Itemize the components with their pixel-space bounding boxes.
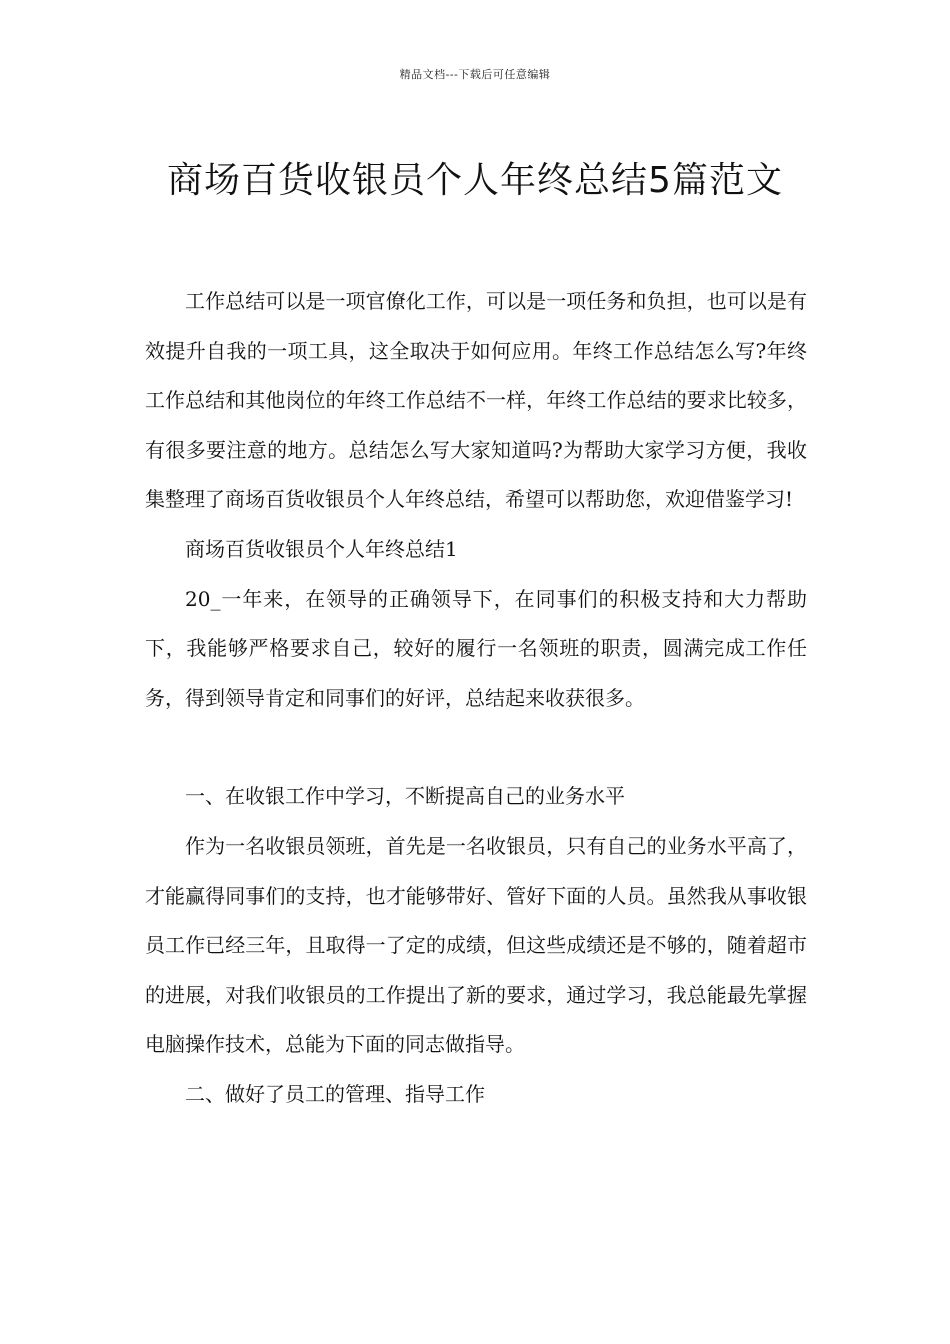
section-title: 商场百货收银员个人年终总结1 <box>185 536 458 561</box>
subheading-2: 二、做好了员工的管理、指导工作 <box>185 1081 485 1106</box>
subheading-1-paragraph: 作为一名收银员领班，首先是一名收银员，只有自己的业务水平高了，才能赢得同事们的支持，也才能够带好、管好下面的人员。虽然我从事收银员工作已经三年，且取得一了定的成绩，但这些成绩还是不够的，随着超市的进展，对我们收银员的工作提出了新的要求，通过学习，我总能最先掌握电脑操作技术，总能为下面的同志做指导。 <box>145 833 807 1057</box>
spacer <box>145 723 807 772</box>
section-paragraph: 20_一年来，在领导的正确领导下，在同事们的积极支持和大力帮助下，我能够严格要求自己，较好的履行一名领班的职责，圆满完成工作任务，得到领导肯定和同事们的好评，总结起来收获很多。 <box>145 586 807 710</box>
intro-paragraph: 工作总结可以是一项官僚化工作，可以是一项任务和负担，也可以是有效提升自我的一项工具，这全取决于如何应用。年终工作总结怎么写?年终工作总结和其他岗位的年终工作总结不一样，年终工作总结的要求比较多，有很多要注意的地方。总结怎么写大家知道吗?为帮助大家学习方便，我收集整理了商场百货收银员个人年终总结，希望可以帮助您，欢迎借鉴学习! <box>145 289 807 512</box>
subheading-1: 一、在收银工作中学习，不断提高自己的业务水平 <box>185 784 625 809</box>
document-title: 商场百货收银员个人年终总结5篇范文 <box>167 160 783 202</box>
header-note: 精品文档---下载后可任意编辑 <box>399 68 551 81</box>
document-body <box>145 277 807 1120</box>
